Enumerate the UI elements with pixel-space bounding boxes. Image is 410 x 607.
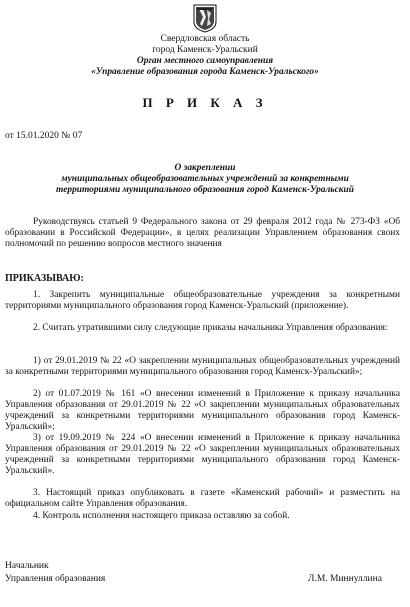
coat-of-arms-icon (193, 4, 217, 33)
preamble-paragraph: Руководствуясь статьей 9 Федерального закона от 29 февраля 2012 года № 273-ФЗ «Об образовании в Российской Федерации», в целях реализации Управлением образования своих полномочий по решению вопросов местного значения (5, 217, 400, 249)
region-name: Свердловская область (160, 34, 250, 44)
city-name: город Каменск-Уральский (152, 45, 258, 55)
item-2-3: 3) от 19.09.2019 № 224 «О внесении изменений в Приложение к приказу начальника Управления образования от 29.01.2019 № 22 «О закреплении муниципальных образовательных учреждений за конкретными территориями муниципального образования город Каменск-Уральский». (5, 433, 400, 476)
signatory-name: Л.М. Миннуллина (308, 574, 382, 584)
authority-name: Орган местного самоуправления (136, 56, 274, 66)
department-name: «Управление образования города Каменск-Уральского» (91, 67, 319, 77)
document-title: П Р И К А З (142, 95, 268, 110)
item-1: 1. Закрепить муниципальные общеобразовательные учреждения за конкретными территориями муниципального образования город Каменск-Уральский (приложение). (5, 290, 400, 311)
subject-line-3: территориями муниципального образования город Каменск-Уральский (56, 185, 354, 195)
order-keyword: ПРИКАЗЫВАЮ: (5, 273, 84, 284)
subject-line-2: муниципальных общеобразовательных учреждений за конкретными (61, 174, 349, 184)
item-2-2: 2) от 01.07.2019 № 161 «О внесении изменений в Приложение к приказу начальника Управления образования от 29.01.2019 № 22 «О закреплении муниципальных образовательных учреждений за конкретными территориями муниципального образования город Каменск-Уральский»; (5, 389, 400, 432)
signatory-position-line-1: Начальник (5, 561, 49, 571)
document-date-number: от 15.01.2020 № 07 (5, 131, 83, 141)
subject-line-1: О закреплении (174, 163, 236, 173)
item-2-1: 1) от 29.01.2019 № 22 «О закреплении муниципальных общеобразовательных учреждений за конкретными территориями муниципального образования город Каменск-Уральский»; (5, 356, 400, 377)
signatory-position-line-2: Управления образования (5, 574, 106, 584)
item-2: 2. Считать утратившими силу следующие приказы начальника Управления образования: (33, 323, 388, 333)
item-4: 4. Контроль исполнения настоящего приказа оставляю за собой. (33, 511, 290, 521)
item-3: 3. Настоящий приказ опубликовать в газете «Каменский рабочий» и разместить на официальном сайте Управления образования. (5, 488, 400, 509)
